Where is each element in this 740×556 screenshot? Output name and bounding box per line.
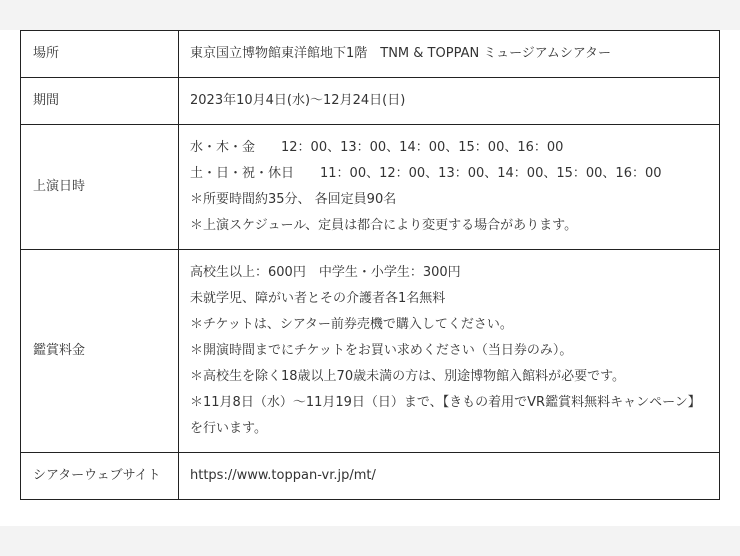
venue-value <box>179 31 720 78</box>
venue-text: 東京国立博物館東洋館地下1階 TNM & TOPPAN ミュージアムシアター <box>190 46 611 61</box>
venue-label: 場所 <box>21 31 179 78</box>
fees-same-day-note: ＊開演時間までにチケットをお買い求めください（当日券のみ）。 <box>190 343 573 358</box>
period-value <box>179 78 720 125</box>
showtimes-weekday-line: 水・木・金 12：00、13：00、14：00、15：00、16：00 <box>190 140 564 155</box>
showtimes-weekend-line: 土・日・祝・休日 11：00、12：00、13：00、14：00、15：00、16：00 <box>190 166 662 181</box>
table-row-website <box>21 453 720 500</box>
table-row-fees <box>21 250 720 453</box>
fees-campaign-note: ＊11月8日（水）〜11月19日（日）まで、【きもの着用でVR鑑賞料無料キャンペーン】を行います。 <box>190 395 701 436</box>
table-row-showtimes <box>21 125 720 250</box>
showtimes-change-note: ＊上演スケジュール、定員は都合により変更する場合があります。 <box>190 218 578 233</box>
fees-value <box>179 250 720 453</box>
fees-admission-note: ＊高校生を除く18歳以上70歳未満の方は、別途博物館入館料が必要です。 <box>190 369 626 384</box>
website-url-link[interactable]: https://www.toppan-vr.jp/mt/ <box>190 468 376 483</box>
event-info-table <box>20 30 720 500</box>
fees-ticket-machine-note: ＊チケットは、シアター前券売機で購入してください。 <box>190 317 513 332</box>
showtimes-value <box>179 125 720 250</box>
website-value <box>179 453 720 500</box>
table-row-period <box>21 78 720 125</box>
showtimes-label: 上演日時 <box>21 125 179 250</box>
period-label: 期間 <box>21 78 179 125</box>
website-label: シアターウェブサイト <box>21 453 179 500</box>
fees-free-line: 未就学児、障がい者とその介護者各1名無料 <box>190 291 446 306</box>
fees-label: 鑑賞料金 <box>21 250 179 453</box>
fees-price-line: 高校生以上：600円 中学生・小学生：300円 <box>190 265 461 280</box>
period-text: 2023年10月4日(水)〜12月24日(日) <box>190 93 406 108</box>
table-row-venue <box>21 31 720 78</box>
showtimes-duration-note: ＊所要時間約35分、 各回定員90名 <box>190 192 397 207</box>
document-page <box>0 30 740 526</box>
